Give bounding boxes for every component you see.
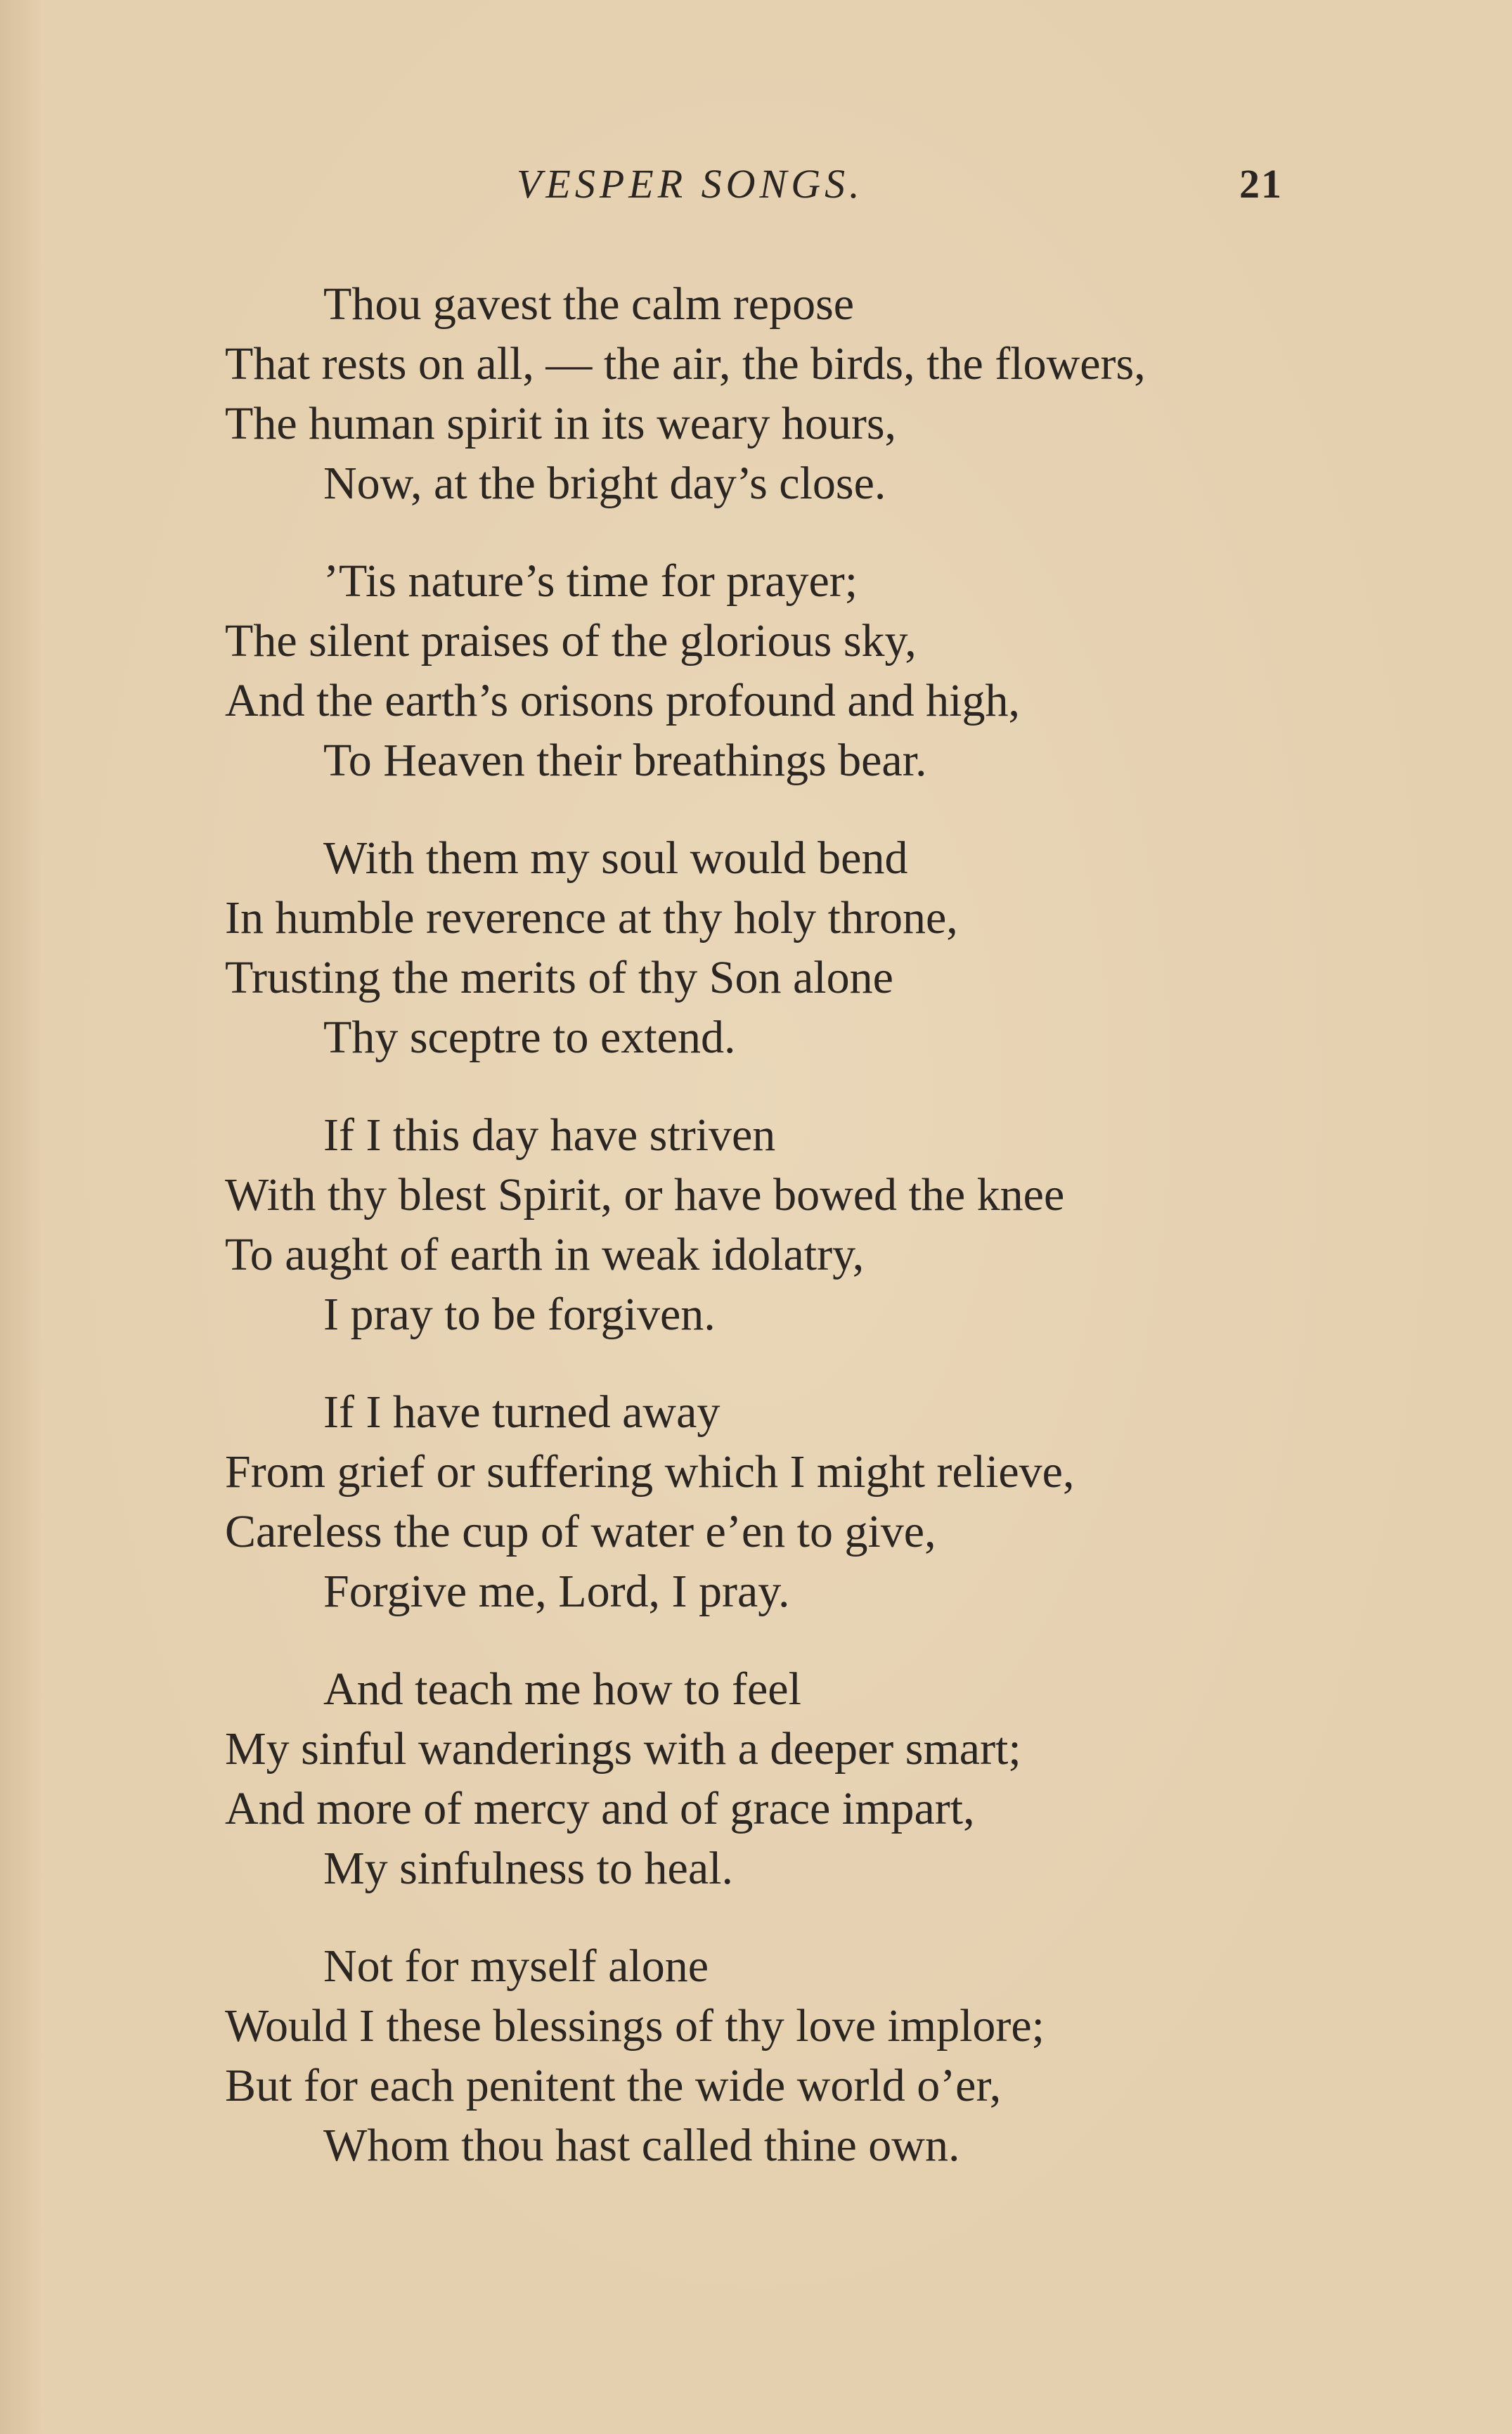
poem-line: Thy sceptre to extend. <box>323 1012 736 1063</box>
poem-line: But for each penitent the wide world o’er, <box>225 2060 1002 2111</box>
poem-line: That rests on all, — the air, the birds, the flowers, <box>225 338 1146 389</box>
poem-line: If I have turned away <box>323 1386 721 1438</box>
poem-line: From grief or suffering which I might relieve, <box>225 1446 1075 1498</box>
poem-line: The silent praises of the glorious sky, <box>225 615 917 667</box>
poem-line: And more of mercy and of grace impart, <box>225 1783 975 1834</box>
poem-line: If I this day have striven <box>323 1109 776 1161</box>
poem-line: I pray to be forgiven. <box>323 1289 716 1340</box>
poem-line: To Heaven their breathings bear. <box>323 735 927 786</box>
running-head <box>0 160 1512 217</box>
poem-line: With them my soul would bend <box>323 832 908 884</box>
poem-line: And the earth’s orisons profound and high, <box>225 675 1020 726</box>
poem-line: The human spirit in its weary hours, <box>225 398 897 449</box>
running-title: VESPER SONGS. <box>517 161 864 207</box>
poem-line: Forgive me, Lord, I pray. <box>323 1566 790 1617</box>
poem-line: Whom thou hast called thine own. <box>323 2120 960 2171</box>
poem <box>0 274 1512 2213</box>
poem-line: My sinfulness to heal. <box>323 1843 733 1894</box>
poem-line: Would I these blessings of thy love implore; <box>225 2000 1045 2052</box>
poem-line: Careless the cup of water e’en to give, <box>225 1506 936 1557</box>
poem-line: Trusting the merits of thy Son alone <box>225 952 893 1003</box>
stanza-7 <box>0 1936 1512 2175</box>
stanza-6 <box>0 1659 1512 1898</box>
poem-line: And teach me how to feel <box>323 1663 801 1715</box>
poem-line: Now, at the bright day’s close. <box>323 458 886 509</box>
poem-line: To aught of earth in weak idolatry, <box>225 1229 865 1280</box>
stanza-5 <box>0 1382 1512 1621</box>
stanza-2 <box>0 551 1512 790</box>
stanza-4 <box>0 1105 1512 1344</box>
stanza-3 <box>0 828 1512 1067</box>
poem-line: Not for myself alone <box>323 1940 709 1992</box>
page-number: 21 <box>1239 161 1283 207</box>
poem-line: ’Tis nature’s time for prayer; <box>323 555 858 607</box>
poem-line: With thy blest Spirit, or have bowed the knee <box>225 1169 1065 1221</box>
poem-line: Thou gavest the calm repose <box>323 278 855 330</box>
poem-line: In humble reverence at thy holy throne, <box>225 892 958 944</box>
poem-line: My sinful wanderings with a deeper smart; <box>225 1723 1021 1775</box>
stanza-1 <box>0 274 1512 513</box>
